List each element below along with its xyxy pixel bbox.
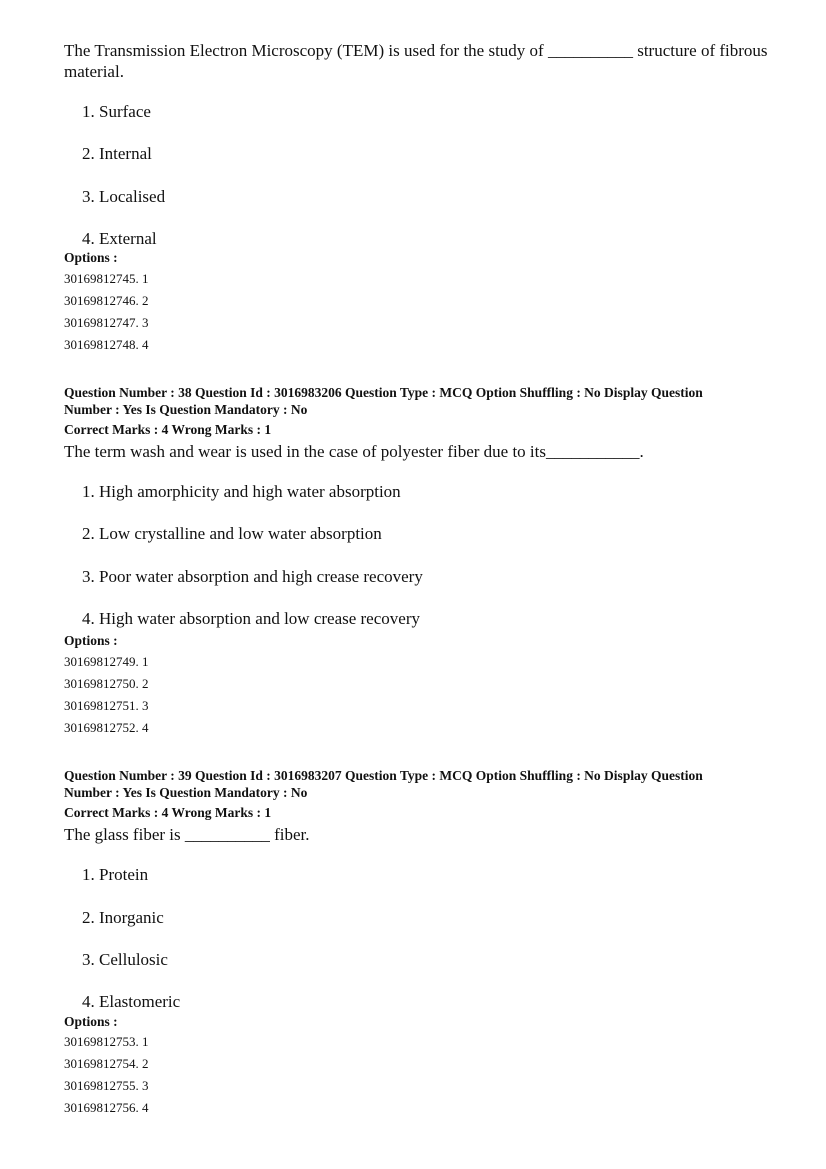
q38-choice-4: 4. High water absorption and low crease recovery <box>82 609 420 628</box>
q38-choice-1: 1. High amorphicity and high water absorption <box>82 482 401 501</box>
q37-choice-4: 4. External <box>82 229 157 248</box>
q37-choice-3: 3. Localised <box>82 187 166 206</box>
q38-option-id-1: 30169812749. 1 <box>64 654 149 669</box>
q39-option-id-2: 30169812754. 2 <box>64 1056 149 1071</box>
q38-choice-2: 2. Low crystalline and low water absorption <box>82 524 382 543</box>
q39-option-id-1: 30169812753. 1 <box>64 1034 149 1049</box>
q38-options-label: Options : <box>64 633 118 648</box>
q37-option-id-4: 30169812748. 4 <box>64 337 149 352</box>
q39-option-id-3: 30169812755. 3 <box>64 1078 149 1093</box>
q39-option-id-4: 30169812756. 4 <box>64 1100 149 1115</box>
q37-choice-1: 1. Surface <box>82 102 151 121</box>
q38-marks: Correct Marks : 4 Wrong Marks : 1 <box>64 422 272 437</box>
q38-option-id-3: 30169812751. 3 <box>64 698 149 713</box>
q37-options-label: Options : <box>64 250 118 265</box>
q37-option-id-3: 30169812747. 3 <box>64 315 149 330</box>
q37-choice-2: 2. Internal <box>82 144 152 163</box>
q39-choice-4: 4. Elastomeric <box>82 992 181 1011</box>
q38-meta-line-2: Number : Yes Is Question Mandatory : No <box>64 402 308 417</box>
question-37-text: The Transmission Electron Microscopy (TEM) is used for the study of __________ structure of fibrous material. <box>64 41 768 81</box>
q39-choice-3: 3. Cellulosic <box>82 950 168 969</box>
q39-options-label: Options : <box>64 1014 118 1029</box>
question-38-text: The term wash and wear is used in the case of polyester fiber due to its___________. <box>64 442 644 461</box>
q39-choice-2: 2. Inorganic <box>82 908 164 927</box>
q38-choice-3: 3. Poor water absorption and high crease recovery <box>82 567 423 586</box>
q37-option-id-1: 30169812745. 1 <box>64 271 149 286</box>
q38-option-id-2: 30169812750. 2 <box>64 676 149 691</box>
question-39-text: The glass fiber is __________ fiber. <box>64 825 310 844</box>
q38-option-id-4: 30169812752. 4 <box>64 720 149 735</box>
q39-marks: Correct Marks : 4 Wrong Marks : 1 <box>64 805 272 820</box>
q38-meta-line-1: Question Number : 38 Question Id : 3016983206 Question Type : MCQ Option Shuffling : No Display Question <box>64 385 703 400</box>
q39-meta-line-2: Number : Yes Is Question Mandatory : No <box>64 785 308 800</box>
q39-meta-line-1: Question Number : 39 Question Id : 3016983207 Question Type : MCQ Option Shuffling : No Display Question <box>64 768 703 783</box>
q37-option-id-2: 30169812746. 2 <box>64 293 149 308</box>
q39-choice-1: 1. Protein <box>82 865 149 884</box>
